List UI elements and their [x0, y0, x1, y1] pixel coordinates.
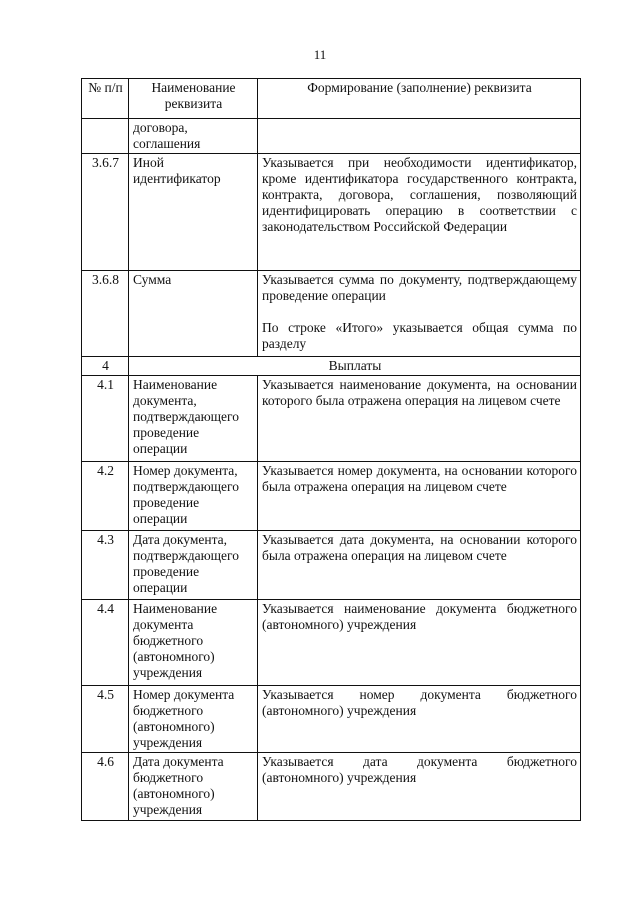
page-number: 11: [313, 47, 327, 62]
header-description: Формирование (заполнение) реквизита: [258, 79, 581, 119]
row-description: Указывается наименование документа бюджетного (автономного) учреждения: [258, 600, 581, 686]
table-row: [82, 600, 581, 686]
row-name: Наименование документа бюджетного (автономного) учреждения: [129, 600, 258, 686]
row-description-paragraph: Указывается сумма по документу, подтверждающему проведение операции: [262, 272, 577, 303]
row-name: Сумма: [129, 271, 258, 357]
row-description: [258, 119, 581, 154]
table-row: [82, 271, 581, 357]
row-name: договора, соглашения: [129, 119, 258, 154]
table-row: [82, 462, 581, 531]
table-row: [82, 753, 581, 821]
row-description: Указывается номер документа бюджетного (автономного) учреждения: [258, 686, 581, 753]
row-number: 4.1: [82, 376, 129, 462]
row-number: 4.5: [82, 686, 129, 753]
row-description-total-note: По строке «Итого» указывается общая сумма по разделу: [262, 320, 577, 351]
table-row: [82, 686, 581, 753]
row-number: 4.2: [82, 462, 129, 531]
section-row: [82, 357, 581, 376]
section-number: 4: [82, 357, 129, 376]
row-description: [258, 271, 581, 357]
row-name: Наименование документа, подтверждающего проведение операции: [129, 376, 258, 462]
row-description: Указывается дата документа бюджетного (автономного) учреждения: [258, 753, 581, 821]
row-description: Указывается наименование документа, на основании которого была отражена операция на лицевом счете: [258, 376, 581, 462]
row-name: Иной идентификатор: [129, 154, 258, 271]
row-name: Дата документа бюджетного (автономного) учреждения: [129, 753, 258, 821]
requisites-table: [81, 78, 581, 821]
table-row: [82, 376, 581, 462]
row-name: Номер документа бюджетного (автономного) учреждения: [129, 686, 258, 753]
table-header-row: [82, 79, 581, 119]
row-number: 4.3: [82, 531, 129, 600]
row-description: Указывается номер документа, на основании которого была отражена операция на лицевом счете: [258, 462, 581, 531]
header-name: Наименование реквизита: [129, 79, 258, 119]
row-description: Указывается при необходимости идентификатор, кроме идентификатора государственного контракта, контракта, договора, соглашения, позволяющий идентифицировать операцию в соответствии с законодательством Российской Федерации: [258, 154, 581, 271]
row-number: [82, 119, 129, 154]
row-number: 3.6.8: [82, 271, 129, 357]
table-row: [82, 531, 581, 600]
table-row: [82, 119, 581, 154]
table-row: [82, 154, 581, 271]
row-number: 4.6: [82, 753, 129, 821]
row-description: Указывается дата документа, на основании которого была отражена операция на лицевом счете: [258, 531, 581, 600]
row-number: 3.6.7: [82, 154, 129, 271]
row-name: Номер документа, подтверждающего проведение операции: [129, 462, 258, 531]
row-name: Дата документа, подтверждающего проведение операции: [129, 531, 258, 600]
section-title: Выплаты: [129, 357, 581, 376]
row-number: 4.4: [82, 600, 129, 686]
header-number: № п/п: [82, 79, 129, 119]
